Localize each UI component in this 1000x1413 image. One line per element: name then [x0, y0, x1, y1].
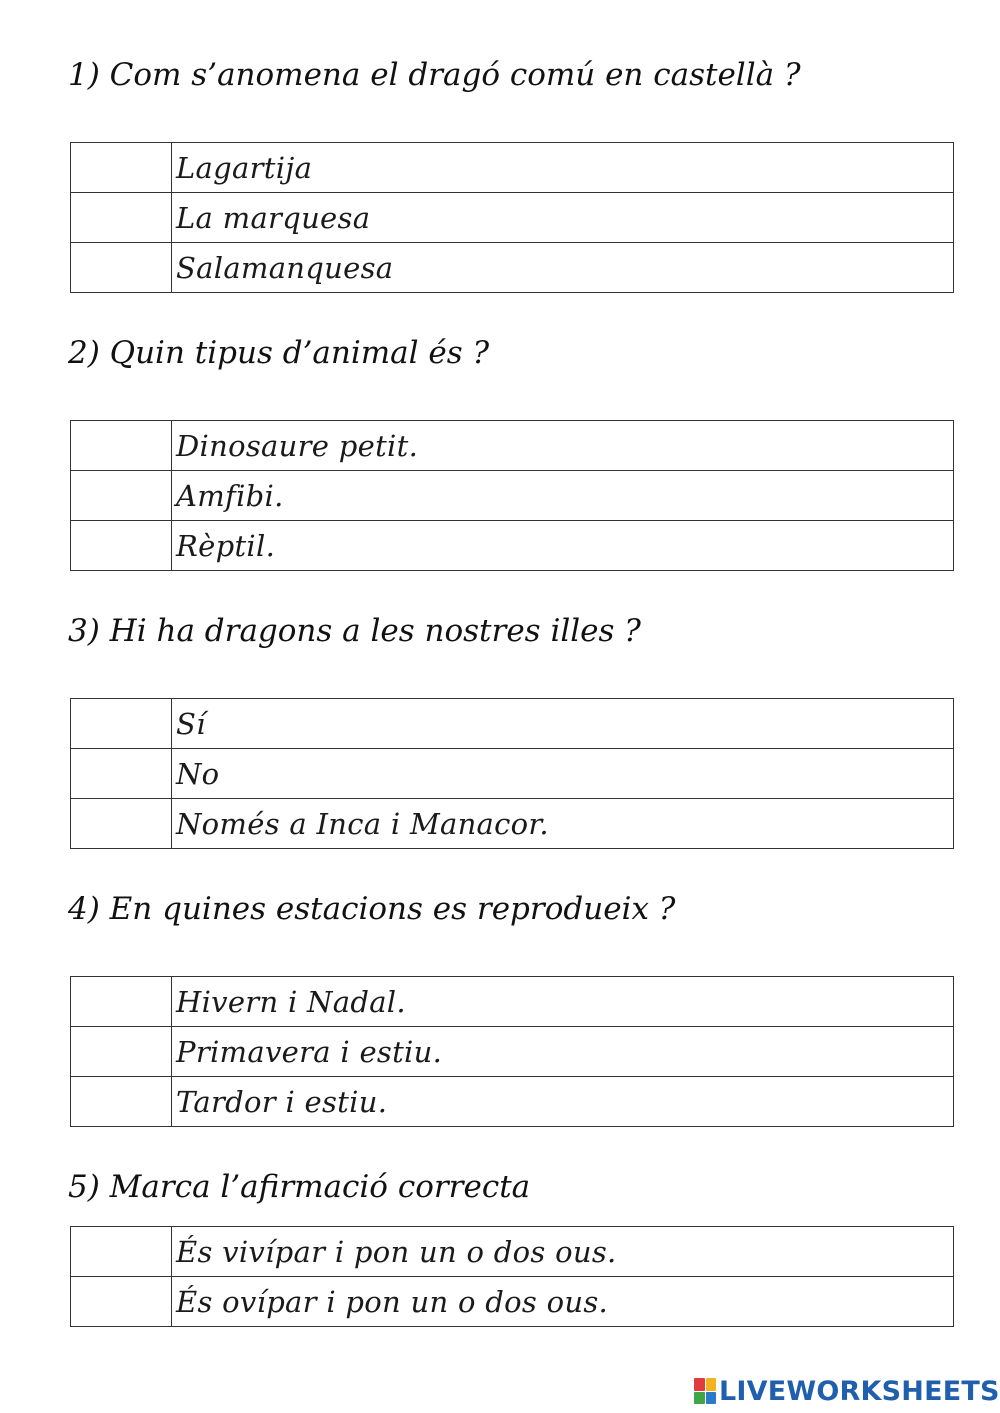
answer-option-text: No — [172, 749, 954, 799]
answer-option-text: Rèptil. — [172, 521, 954, 571]
liveworksheets-watermark — [694, 1374, 1000, 1408]
answer-checkbox[interactable] — [71, 699, 172, 749]
question-4-text: 4) En quines estacions es reprodueix ? — [68, 891, 676, 927]
answer-option-text: La marquesa — [172, 193, 954, 243]
answer-option-text: És ovípar i pon un o dos ous. — [172, 1277, 954, 1327]
liveworksheets-logo-icon — [694, 1378, 716, 1404]
answer-row — [71, 421, 954, 471]
answer-option-text: Hivern i Nadal. — [172, 977, 954, 1027]
answer-checkbox[interactable] — [71, 1227, 172, 1277]
answer-checkbox[interactable] — [71, 1277, 172, 1327]
question-3-answer-table — [70, 698, 954, 849]
answer-option-text: Amfibi. — [172, 471, 954, 521]
answer-row — [71, 1077, 954, 1127]
logo-square — [694, 1392, 705, 1405]
answer-checkbox[interactable] — [71, 799, 172, 849]
answer-row — [71, 521, 954, 571]
answer-option-text: Tardor i estiu. — [172, 1077, 954, 1127]
watermark-text: LIVEWORKSHEETS — [719, 1375, 1000, 1407]
question-3-text: 3) Hi ha dragons a les nostres illes ? — [68, 613, 641, 649]
answer-option-text: És vivípar i pon un o dos ous. — [172, 1227, 954, 1277]
answer-option-text: Salamanquesa — [172, 243, 954, 293]
answer-row — [71, 1227, 954, 1277]
answer-option-text: Sí — [172, 699, 954, 749]
answer-row — [71, 799, 954, 849]
question-1-text: 1) Com s’anomena el dragó comú en castellà ? — [68, 57, 801, 93]
answer-row — [71, 143, 954, 193]
answer-checkbox[interactable] — [71, 749, 172, 799]
answer-option-text: Lagartija — [172, 143, 954, 193]
answer-row — [71, 1277, 954, 1327]
answer-row — [71, 193, 954, 243]
answer-checkbox[interactable] — [71, 521, 172, 571]
answer-checkbox[interactable] — [71, 977, 172, 1027]
question-2-answer-table — [70, 420, 954, 571]
answer-checkbox[interactable] — [71, 1077, 172, 1127]
answer-option-text: Només a Inca i Manacor. — [172, 799, 954, 849]
answer-checkbox[interactable] — [71, 143, 172, 193]
question-2-text: 2) Quin tipus d’animal és ? — [68, 335, 490, 371]
question-1-answer-table — [70, 142, 954, 293]
logo-square — [706, 1378, 717, 1391]
answer-row — [71, 699, 954, 749]
logo-square — [694, 1378, 705, 1391]
answer-checkbox[interactable] — [71, 243, 172, 293]
answer-row — [71, 471, 954, 521]
answer-row — [71, 749, 954, 799]
answer-option-text: Primavera i estiu. — [172, 1027, 954, 1077]
answer-checkbox[interactable] — [71, 193, 172, 243]
question-5-answer-table — [70, 1226, 954, 1327]
answer-checkbox[interactable] — [71, 471, 172, 521]
answer-option-text: Dinosaure petit. — [172, 421, 954, 471]
answer-row — [71, 243, 954, 293]
answer-checkbox[interactable] — [71, 1027, 172, 1077]
question-5-text: 5) Marca l’afirmació correcta — [68, 1169, 531, 1205]
logo-square — [706, 1392, 717, 1405]
answer-row — [71, 977, 954, 1027]
question-4-answer-table — [70, 976, 954, 1127]
answer-row — [71, 1027, 954, 1077]
answer-checkbox[interactable] — [71, 421, 172, 471]
